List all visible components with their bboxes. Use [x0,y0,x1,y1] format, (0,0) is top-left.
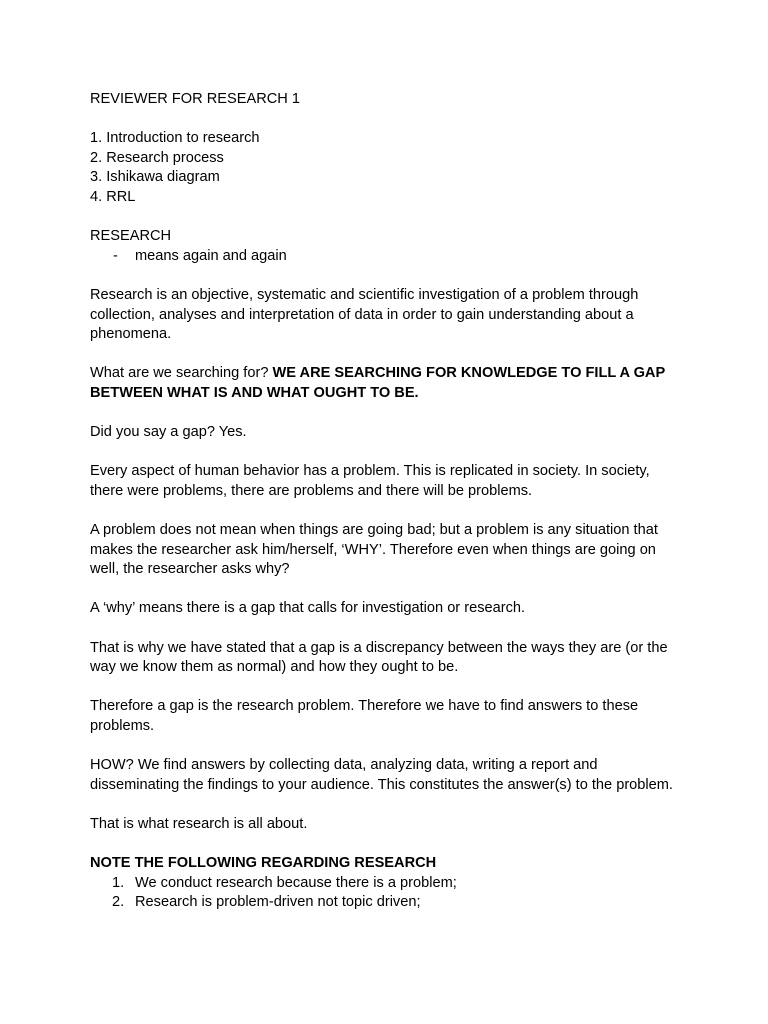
paragraph-therefore [90,697,690,736]
note-item-number: 2. [112,894,125,911]
paragraph-line: A problem does not mean when things are going bad; but a problem is any situation that [90,522,658,539]
search-answer: WE ARE SEARCHING FOR KNOWLEDGE TO FILL A GAP [272,365,666,382]
note-item [90,893,690,913]
search-question: What are we searching for? [90,365,273,382]
spacer [90,404,690,424]
spacer [90,795,690,815]
note-item [90,874,690,894]
paragraph-line: Research is an objective, systematic and scientific investigation of a problem through [90,286,639,303]
paragraph-line: disseminating the findings to your audience. This constitutes the answer(s) to the problem. [90,776,673,793]
document-page [90,90,690,913]
toc-item: 3. Ishikawa diagram [90,169,220,186]
paragraph-line: That is why we have stated that a gap is a discrepancy between the ways they are (or the [90,639,668,656]
paragraph-gap-question: Did you say a gap? Yes. [90,424,247,441]
paragraph-line: problems. [90,718,155,734]
paragraph-line: Every aspect of human behavior has a problem. This is replicated in society. In society, [90,463,650,480]
paragraph-how [90,756,690,795]
paragraph-line [90,364,690,384]
document-title: REVIEWER FOR RESEARCH 1 [90,91,301,107]
paragraph-all-about: That is what research is all about. [90,815,308,832]
toc-item: 4. RRL [90,188,136,205]
paragraph-problem [90,521,690,580]
search-answer-continued: BETWEEN WHAT IS AND WHAT OUGHT TO BE. [90,384,419,401]
paragraph-definition [90,286,690,345]
paragraph-line: well, the researcher asks why? [90,561,290,578]
spacer [90,835,690,855]
note-item-number: 1. [112,874,125,891]
paragraph-discrepancy [90,639,690,678]
toc-item: 2. Research process [90,149,224,166]
paragraph-search [90,364,690,403]
paragraph-line: there were problems, there are problems and there will be problems. [90,482,533,499]
note-heading: NOTE THE FOLLOWING REGARDING RESEARCH [90,855,437,872]
note-item-text: We conduct research because there is a problem; [135,874,457,891]
spacer [90,501,690,521]
spacer [90,678,690,698]
spacer [90,443,690,463]
paragraph-line: collection, analyses and interpretation of data in order to gain understanding about a [90,306,634,323]
toc-item: 1. Introduction to research [90,130,260,147]
paragraph-why: A ‘why’ means there is a gap that calls for investigation or research. [90,600,526,617]
paragraph-line: HOW? We find answers by collecting data, analyzing data, writing a report and [90,757,598,774]
paragraph-line: Therefore a gap is the research problem. Therefore we have to find answers to these [90,698,639,715]
spacer [90,580,690,600]
paragraph-behavior [90,462,690,501]
spacer [90,110,690,130]
paragraph-line: makes the researcher ask him/herself, ‘WHY’. Therefore even when things are going on [90,541,656,558]
note-list [90,874,690,913]
paragraph-line: way we know them as normal) and how they ought to be. [90,659,459,676]
toc-list [90,129,690,207]
dash-marker: - [113,247,118,264]
spacer [90,266,690,286]
spacer [90,345,690,365]
dash-item-text: means again and again [135,247,287,264]
research-heading: RESEARCH [90,228,172,245]
spacer [90,208,690,228]
note-item-text: Research is problem-driven not topic driven; [135,894,421,911]
research-dash-item [90,247,690,267]
spacer [90,737,690,757]
paragraph-line: phenomena. [90,326,172,343]
spacer [90,619,690,639]
